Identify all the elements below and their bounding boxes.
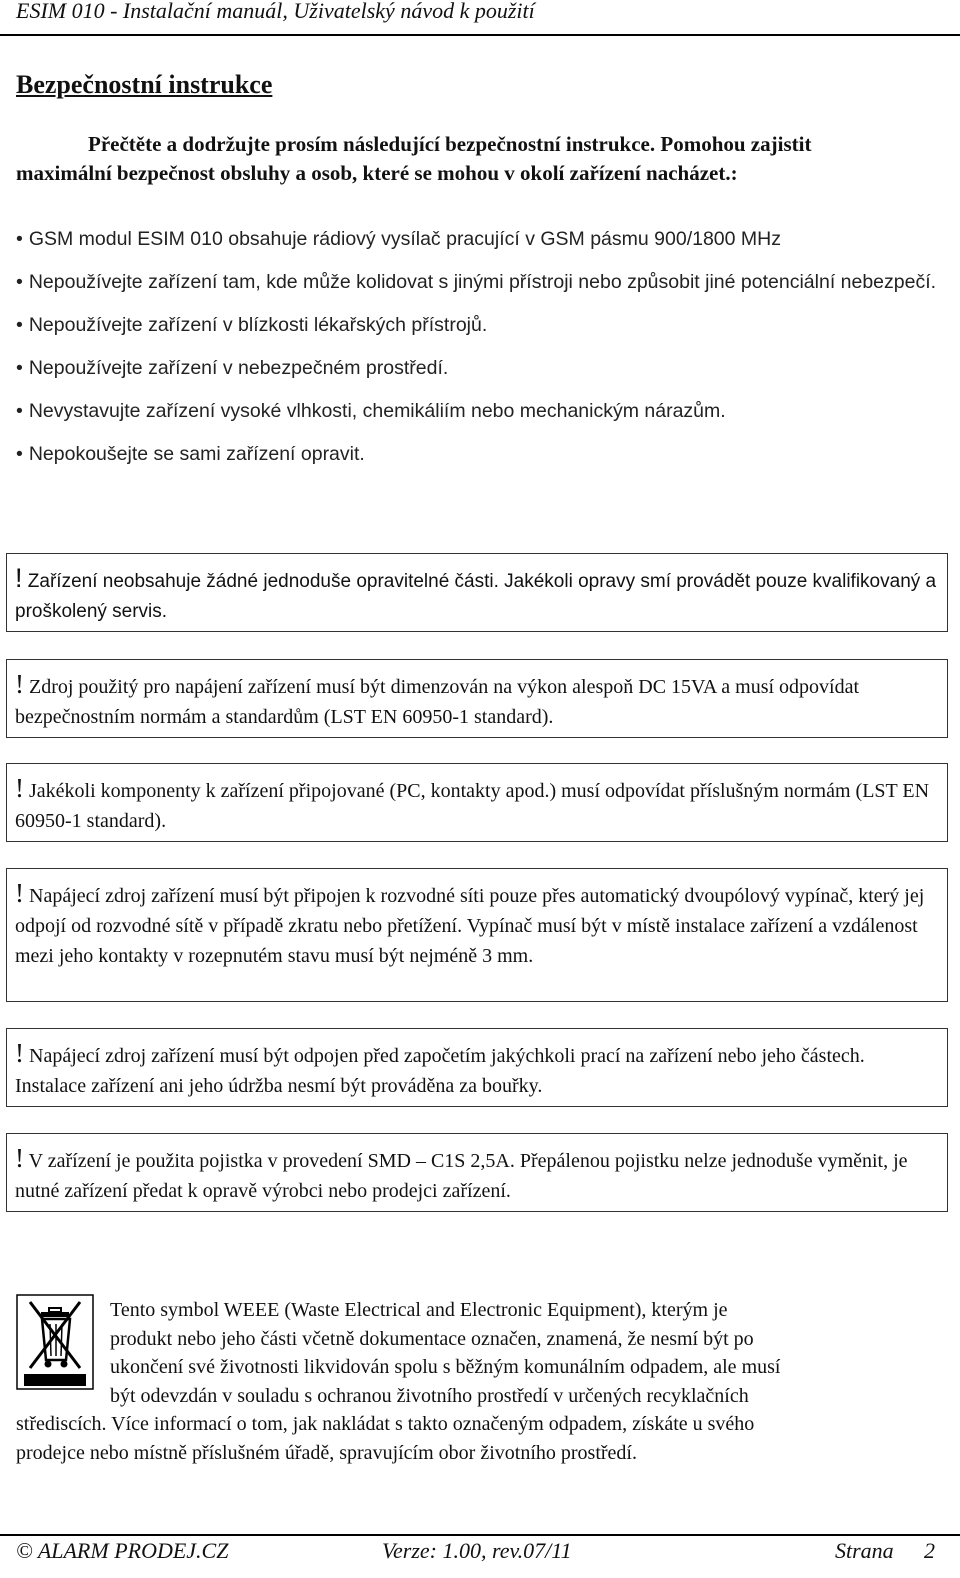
bullet-text: Nepoužívejte zařízení v blízkosti lékařských přístrojů. — [28, 314, 488, 336]
header-rule — [0, 34, 960, 36]
warning-icon: ! — [15, 773, 24, 803]
warning-box — [6, 763, 948, 842]
intro-line-1: Přečtěte a dodržujte prosím následující bezpečnostní instrukce. Pomohou zajistit — [88, 132, 812, 156]
intro-line-2: maximální bezpečnost obsluhy a osob, které se mohou v okolí zařízení nacházet.: — [16, 161, 738, 185]
warning-text: Zdroj použitý pro napájení zařízení musí být dimenzován na výkon alespoň DC 15VA a musí odpovídat bezpečnostním normám a standardům (LST EN 60950-1 standard). — [15, 676, 860, 728]
bullet-text: Nepokoušejte se sami zařízení opravit. — [28, 443, 365, 465]
warning-text: V zařízení je použita pojistka v provedení SMD – C1S 2,5A. Přepálenou pojistku nelze jednoduše vyměnit, je nutné zařízení předat k opravě výrobci nebo prodejci zařízení. — [15, 1150, 908, 1202]
document-header: ESIM 010 - Instalační manuál, Uživatelský návod k použití — [16, 0, 535, 23]
footer-page-number: 2 — [924, 1538, 935, 1563]
bullet-item — [16, 396, 946, 426]
bullet-text: Nepoužívejte zařízení tam, kde může kolidovat s jinými přístroji nebo způsobit jiné potenciální nebezpečí. — [28, 271, 937, 293]
footer-rule — [0, 1534, 960, 1536]
bullet-text: Nevystavujte zařízení vysoké vlhkosti, chemikáliím nebo mechanickým nárazům. — [28, 400, 726, 422]
weee-line: prodejce nebo místně příslušném úřadě, spravujícím obor životního prostředí. — [16, 1441, 637, 1464]
warning-icon: ! — [15, 1038, 24, 1068]
warning-icon: ! — [15, 563, 23, 593]
bullet-item — [16, 439, 946, 469]
warning-text: Jakékoli komponenty k zařízení připojované (PC, kontakty apod.) musí odpovídat příslušným normám (LST EN 60950-1 standard). — [15, 780, 930, 832]
bullet-text: GSM modul ESIM 010 obsahuje rádiový vysílač pracující v GSM pásmu 900/1800 MHz — [28, 228, 781, 250]
footer-page-label: Strana — [835, 1538, 894, 1563]
safety-bullet-list — [16, 224, 946, 482]
weee-line: být odevzdán v souladu s ochranou životního prostředí v určených recyklačních — [110, 1384, 749, 1407]
weee-paragraph — [16, 1296, 946, 1467]
warning-text: Napájecí zdroj zařízení musí být odpojen před započetím jakýchkoli prací na zařízení nebo jeho částech. Instalace zařízení ani jeho údržba nesmí být prováděna za bouřky. — [15, 1045, 865, 1097]
bullet-marker: • — [16, 271, 23, 293]
bullet-marker: • — [16, 443, 23, 465]
bullet-marker: • — [16, 400, 23, 422]
warning-box — [6, 1028, 948, 1107]
warning-icon: ! — [15, 669, 24, 699]
warning-box — [6, 868, 948, 1002]
warning-icon: ! — [15, 878, 24, 908]
bullet-marker: • — [16, 314, 23, 336]
footer-version: Verze: 1.00, rev.07/11 — [382, 1538, 572, 1563]
warning-box — [6, 553, 948, 632]
weee-line: Tento symbol WEEE (Waste Electrical and Electronic Equipment), kterým je — [110, 1299, 728, 1321]
section-title: Bezpečnostní instrukce — [16, 70, 273, 99]
weee-line: ukončení své životnosti likvidován spolu s běžným komunálním odpadem, ale musí — [110, 1356, 781, 1378]
warning-box — [6, 1133, 948, 1212]
weee-line: produkt nebo jeho části včetně dokumentace označen, znamená, že nesmí být po — [110, 1327, 754, 1350]
warning-text: Zařízení neobsahuje žádné jednoduše opravitelné části. Jakékoli opravy smí provádět pouze kvalifikovaný a proškolený servis. — [15, 571, 937, 622]
bullet-text: Nepoužívejte zařízení v nebezpečném prostředí. — [28, 357, 449, 379]
bullet-item — [16, 267, 946, 297]
warning-icon: ! — [15, 1143, 24, 1173]
bullet-marker: • — [16, 228, 23, 250]
warning-box — [6, 659, 948, 738]
weee-line: střediscích. Více informací o tom, jak nakládat s takto označeným odpadem, získáte u svého — [16, 1413, 755, 1435]
bullet-marker: • — [16, 357, 23, 379]
bullet-item — [16, 353, 946, 383]
warning-text: Napájecí zdroj zařízení musí být připojen k rozvodné síti pouze přes automatický dvoupólový vypínač, který jej odpojí od rozvodné sítě v případě zkratu nebo přetížení. Vypínač musí být v místě instalace zařízení a vzdálenost mezi jeho kontakty v rozepnutém stavu musí být nejméně 3 mm. — [15, 885, 925, 967]
intro-paragraph — [16, 130, 946, 188]
bullet-item — [16, 224, 946, 254]
bullet-item — [16, 310, 946, 340]
footer-copyright: © ALARM PRODEJ.CZ — [16, 1538, 229, 1563]
